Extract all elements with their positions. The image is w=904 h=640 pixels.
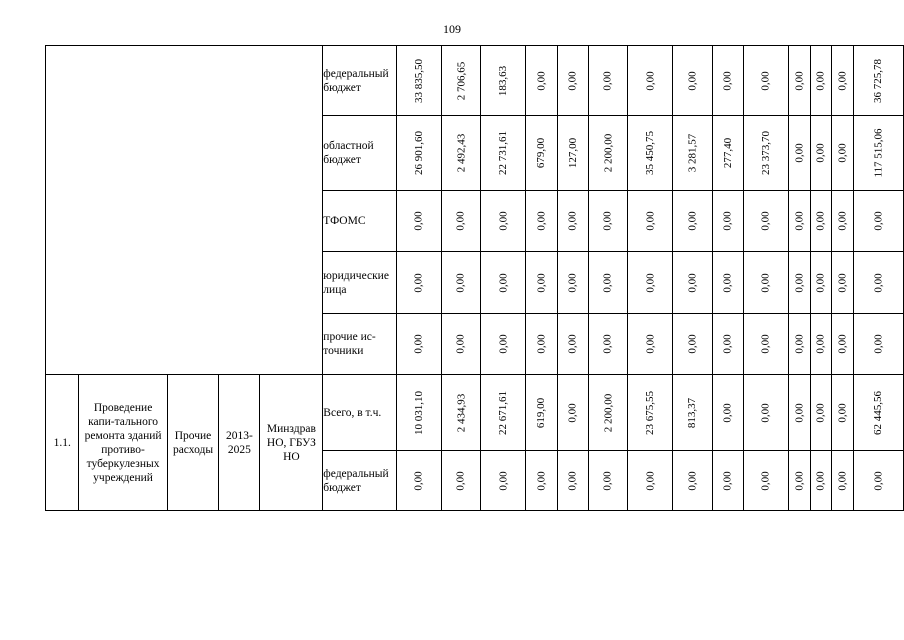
value-cell — [628, 375, 673, 451]
source-label: федеральный бюджет — [323, 46, 397, 116]
value-cell — [712, 252, 743, 314]
value-cell — [441, 314, 481, 375]
value-text: 0,00 — [836, 143, 849, 163]
budget-table — [45, 45, 904, 511]
value-text: 0,00 — [721, 402, 734, 423]
value-cell — [853, 252, 903, 314]
value-text: 0,00 — [455, 272, 468, 293]
value-text: 0,00 — [721, 272, 734, 293]
value-text: 0,00 — [412, 470, 425, 491]
value-cell — [810, 191, 832, 252]
value-text: 0,00 — [644, 70, 657, 91]
value-cell — [853, 375, 903, 451]
value-cell — [588, 451, 628, 511]
value-text: 0,00 — [686, 70, 699, 91]
value-text: 0,00 — [455, 470, 468, 491]
value-cell — [712, 451, 743, 511]
value-cell — [832, 116, 854, 191]
value-text: 0,00 — [566, 334, 579, 354]
value-text: 0,00 — [686, 211, 699, 231]
value-cell — [628, 191, 673, 252]
value-cell — [744, 252, 789, 314]
value-cell — [588, 252, 628, 314]
value-cell — [789, 451, 811, 511]
value-cell — [588, 314, 628, 375]
value-text: 0,00 — [836, 272, 849, 293]
value-text: 0,00 — [814, 70, 827, 91]
value-text: 2 200,00 — [602, 393, 615, 432]
value-text: 0,00 — [760, 402, 773, 423]
value-text: 0,00 — [535, 334, 548, 354]
value-text: 0,00 — [412, 211, 425, 231]
value-cell — [588, 46, 628, 116]
value-text: 10 031,10 — [412, 390, 425, 435]
value-text: 0,00 — [497, 211, 510, 231]
value-cell — [526, 451, 557, 511]
value-text: 22 731,61 — [497, 131, 510, 175]
value-text: 0,00 — [836, 402, 849, 423]
value-cell — [396, 375, 441, 451]
value-text: 0,00 — [412, 272, 425, 293]
value-text: 0,00 — [535, 211, 548, 231]
value-cell — [557, 451, 588, 511]
value-text: 62 445,56 — [872, 390, 885, 435]
value-text: 0,00 — [566, 211, 579, 231]
value-cell — [557, 116, 588, 191]
value-text: 117 515,06 — [872, 128, 885, 178]
value-text: 0,00 — [644, 272, 657, 293]
value-cell — [628, 314, 673, 375]
value-text: 0,00 — [721, 470, 734, 491]
blank-merged-cell — [46, 46, 323, 375]
value-cell — [810, 252, 832, 314]
value-cell — [396, 46, 441, 116]
value-text: 0,00 — [686, 272, 699, 293]
value-cell — [588, 191, 628, 252]
value-text: 0,00 — [836, 211, 849, 231]
value-cell — [481, 314, 526, 375]
value-text: 277,40 — [721, 137, 734, 169]
value-text: 679,00 — [535, 137, 548, 169]
value-cell — [810, 314, 832, 375]
value-cell — [853, 451, 903, 511]
value-cell — [481, 451, 526, 511]
value-text: 0,00 — [814, 402, 827, 423]
value-text: 0,00 — [535, 470, 548, 491]
period: 2013-2025 — [219, 375, 260, 511]
value-cell — [810, 375, 832, 451]
value-text: 0,00 — [455, 334, 468, 354]
value-cell — [744, 375, 789, 451]
value-cell — [557, 375, 588, 451]
value-cell — [673, 116, 713, 191]
value-cell — [810, 116, 832, 191]
value-text: 183,63 — [497, 65, 510, 96]
value-text: 0,00 — [721, 334, 734, 354]
source-label: ТФОМС — [323, 191, 397, 252]
value-text: 0,00 — [602, 272, 615, 293]
value-cell — [557, 191, 588, 252]
value-text: 0,00 — [760, 70, 773, 91]
value-cell — [832, 375, 854, 451]
value-cell — [628, 451, 673, 511]
value-cell — [832, 451, 854, 511]
value-text: 26 901,60 — [412, 131, 425, 175]
value-text: 2 434,93 — [455, 393, 468, 432]
value-cell — [526, 375, 557, 451]
value-cell — [441, 46, 481, 116]
value-cell — [789, 46, 811, 116]
value-cell — [832, 191, 854, 252]
value-text: 0,00 — [412, 334, 425, 354]
page-number: 109 — [443, 22, 461, 36]
value-cell — [789, 375, 811, 451]
value-text: 0,00 — [602, 70, 615, 91]
value-text: 23 675,55 — [644, 390, 657, 435]
source-label: Всего, в т.ч. — [323, 375, 397, 451]
value-text: 36 725,78 — [872, 58, 885, 103]
value-text: 0,00 — [721, 211, 734, 231]
value-text: 0,00 — [814, 272, 827, 293]
value-text: 3 281,57 — [686, 133, 699, 173]
value-text: 0,00 — [535, 70, 548, 91]
value-cell — [441, 451, 481, 511]
value-text: 23 373,70 — [760, 131, 773, 175]
value-text: 127,00 — [566, 137, 579, 169]
value-cell — [789, 116, 811, 191]
value-text: 0,00 — [602, 334, 615, 354]
value-text: 0,00 — [760, 272, 773, 293]
value-text: 0,00 — [721, 70, 734, 91]
value-text: 33 835,50 — [412, 58, 425, 103]
value-text: 0,00 — [793, 143, 806, 163]
value-text: 22 671,61 — [497, 390, 510, 435]
value-cell — [396, 252, 441, 314]
value-text: 0,00 — [836, 334, 849, 354]
value-cell — [673, 252, 713, 314]
value-cell — [396, 116, 441, 191]
value-text: 2 492,43 — [455, 133, 468, 173]
value-cell — [853, 116, 903, 191]
value-cell — [441, 191, 481, 252]
value-text: 0,00 — [872, 211, 885, 231]
value-cell — [588, 116, 628, 191]
value-text: 35 450,75 — [644, 131, 657, 175]
value-cell — [526, 191, 557, 252]
value-text: 2 200,00 — [602, 133, 615, 173]
value-cell — [526, 46, 557, 116]
table-row — [46, 375, 904, 451]
value-text: 0,00 — [602, 470, 615, 491]
value-text: 0,00 — [497, 470, 510, 491]
value-cell — [526, 116, 557, 191]
value-text: 0,00 — [814, 334, 827, 354]
value-text: 813,37 — [686, 397, 699, 428]
value-cell — [481, 191, 526, 252]
value-cell — [712, 375, 743, 451]
source-label: областной бюджет — [323, 116, 397, 191]
value-cell — [832, 46, 854, 116]
value-text: 0,00 — [644, 470, 657, 491]
value-cell — [712, 191, 743, 252]
source-label: юридические лица — [323, 252, 397, 314]
value-cell — [744, 46, 789, 116]
value-cell — [744, 116, 789, 191]
value-text: 0,00 — [814, 211, 827, 231]
value-text: 0,00 — [566, 70, 579, 91]
value-text: 0,00 — [760, 211, 773, 231]
value-cell — [810, 451, 832, 511]
value-text: 0,00 — [793, 211, 806, 231]
value-cell — [441, 116, 481, 191]
value-cell — [789, 314, 811, 375]
value-text: 0,00 — [644, 334, 657, 354]
source-label: федеральный бюджет — [323, 451, 397, 511]
value-cell — [712, 46, 743, 116]
value-cell — [673, 451, 713, 511]
value-text: 0,00 — [793, 470, 806, 491]
value-cell — [832, 314, 854, 375]
value-text: 0,00 — [760, 470, 773, 491]
value-text: 0,00 — [793, 70, 806, 91]
value-cell — [396, 314, 441, 375]
value-cell — [628, 252, 673, 314]
value-text: 0,00 — [760, 334, 773, 354]
value-cell — [557, 46, 588, 116]
value-cell — [673, 314, 713, 375]
source-label: прочие ис-точники — [323, 314, 397, 375]
executor: Минздрав НО, ГБУЗ НО — [260, 375, 323, 511]
value-cell — [789, 191, 811, 252]
value-cell — [481, 375, 526, 451]
value-cell — [832, 252, 854, 314]
value-text: 0,00 — [872, 272, 885, 293]
value-text: 0,00 — [535, 272, 548, 293]
value-text: 0,00 — [872, 470, 885, 491]
value-text: 0,00 — [686, 334, 699, 354]
value-cell — [673, 191, 713, 252]
value-cell — [557, 252, 588, 314]
value-cell — [481, 116, 526, 191]
value-text: 0,00 — [793, 272, 806, 293]
value-text: 0,00 — [497, 334, 510, 354]
value-text: 0,00 — [836, 470, 849, 491]
value-cell — [673, 375, 713, 451]
value-text: 0,00 — [566, 470, 579, 491]
value-cell — [789, 252, 811, 314]
value-cell — [481, 46, 526, 116]
value-text: 0,00 — [602, 211, 615, 231]
value-cell — [853, 314, 903, 375]
item-name: Проведение капи-тального ремонта зданий противо-туберкулезных учреждений — [79, 375, 167, 511]
value-cell — [557, 314, 588, 375]
value-cell — [481, 252, 526, 314]
value-cell — [396, 191, 441, 252]
value-text: 0,00 — [686, 470, 699, 491]
expense-type: Прочие расходы — [167, 375, 219, 511]
value-text: 0,00 — [793, 402, 806, 423]
value-text: 0,00 — [836, 70, 849, 91]
table-row — [46, 46, 904, 116]
value-cell — [441, 252, 481, 314]
value-cell — [712, 116, 743, 191]
value-cell — [853, 191, 903, 252]
value-cell — [628, 116, 673, 191]
value-cell — [712, 314, 743, 375]
value-text: 0,00 — [566, 272, 579, 293]
value-cell — [526, 314, 557, 375]
value-cell — [673, 46, 713, 116]
value-cell — [744, 191, 789, 252]
value-text: 0,00 — [814, 143, 827, 163]
value-cell — [853, 46, 903, 116]
value-text: 0,00 — [455, 211, 468, 231]
value-cell — [744, 451, 789, 511]
value-text: 2 706,65 — [455, 61, 468, 100]
value-text: 0,00 — [566, 402, 579, 423]
value-cell — [526, 252, 557, 314]
value-text: 619,00 — [535, 397, 548, 428]
value-cell — [628, 46, 673, 116]
value-cell — [810, 46, 832, 116]
value-text: 0,00 — [793, 334, 806, 354]
value-text: 0,00 — [497, 272, 510, 293]
value-cell — [588, 375, 628, 451]
value-cell — [744, 314, 789, 375]
value-cell — [396, 451, 441, 511]
value-text: 0,00 — [872, 334, 885, 354]
value-text: 0,00 — [644, 211, 657, 231]
item-number: 1.1. — [46, 375, 79, 511]
value-cell — [441, 375, 481, 451]
value-text: 0,00 — [814, 470, 827, 491]
